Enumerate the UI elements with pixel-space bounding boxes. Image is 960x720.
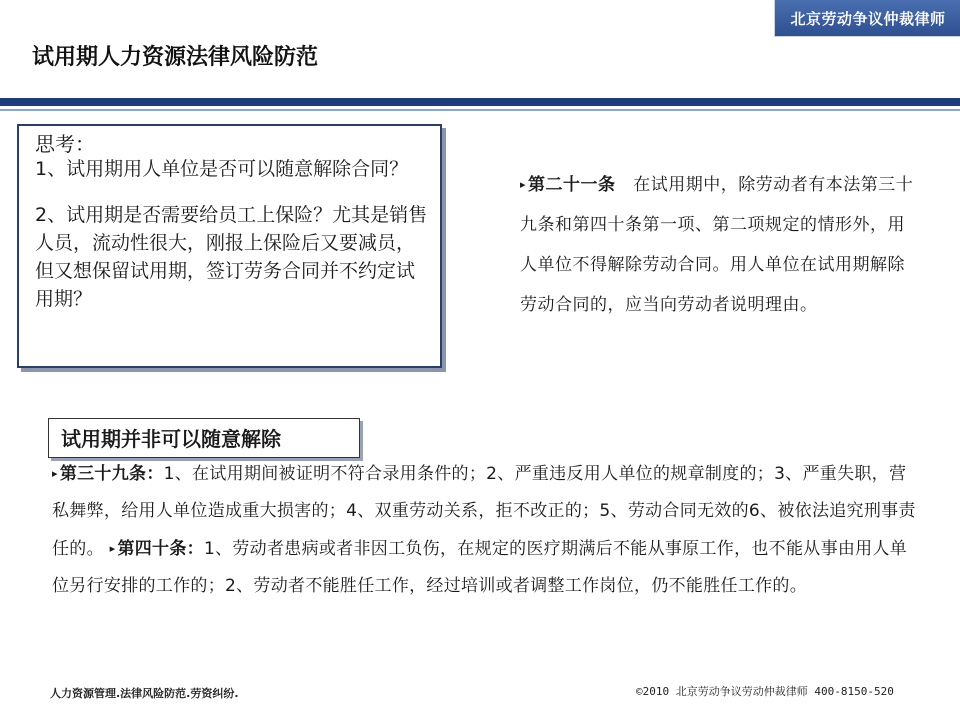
article-39-text: 1、在试用期间被证明不符合录用条件的；2、严重违反用人单位的规章制度的；3、严重失职，营私舞弊，给用人单位造成重大损害的；4、双重劳动关系，拒不改正的；5、劳动合同无效的6、被依法追究刑事责任的。 <box>52 464 916 559</box>
article-21-label: 第二十一条 <box>528 175 616 195</box>
bullet-triangle-icon: ▸ <box>109 542 116 555</box>
article-21 <box>520 165 920 325</box>
brand-text: 北京劳动争议仲裁律师 <box>790 9 946 28</box>
article-39-40-body <box>52 455 922 605</box>
header-divider <box>0 98 960 106</box>
footer-tagline: 人力资源管理.法律风险防范.劳资纠纷. <box>50 687 239 700</box>
footer-copyright: ©2010 北京劳动争议劳动仲裁律师 400-8150-520 <box>636 685 894 698</box>
question-2: 2、试用期是否需要给员工上保险？尤其是销售人员，流动性很大，刚报上保险后又要减员，但又想保留试用期，签订劳务合同并不约定试用期？ <box>35 204 428 310</box>
article-21-text: 在试用期中，除劳动者有本法第三十九条和第四十条第一项、第二项规定的情形外，用人单位不得解除劳动合同。用人单位在试用期解除劳动合同的，应当向劳动者说明理由。 <box>520 175 914 315</box>
page-title: 试用期人力资源法律风险防范 <box>32 44 319 70</box>
header-divider-thin <box>0 109 960 111</box>
bullet-triangle-icon: ▸ <box>52 467 58 480</box>
article-40-label: 第四十条： <box>117 539 204 559</box>
article-40-text: 1、劳动者患病或者非因工负伤，在规定的医疗期满后不能从事原工作，也不能从事由用人单位另行安排的工作的；2、劳动者不能胜任工作，经过培训或者调整工作岗位，仍不能胜任工作的。 <box>52 539 908 596</box>
bullet-triangle-icon: ▸ <box>520 178 527 191</box>
think-heading: 思考： <box>35 132 95 156</box>
brand-banner <box>774 0 960 37</box>
section-subtitle: 试用期并非可以随意解除 <box>48 418 360 458</box>
question-1: 1、试用期用人单位是否可以随意解除合同？ <box>35 158 409 180</box>
think-box <box>17 124 442 368</box>
article-39-label: 第三十九条： <box>59 464 164 484</box>
